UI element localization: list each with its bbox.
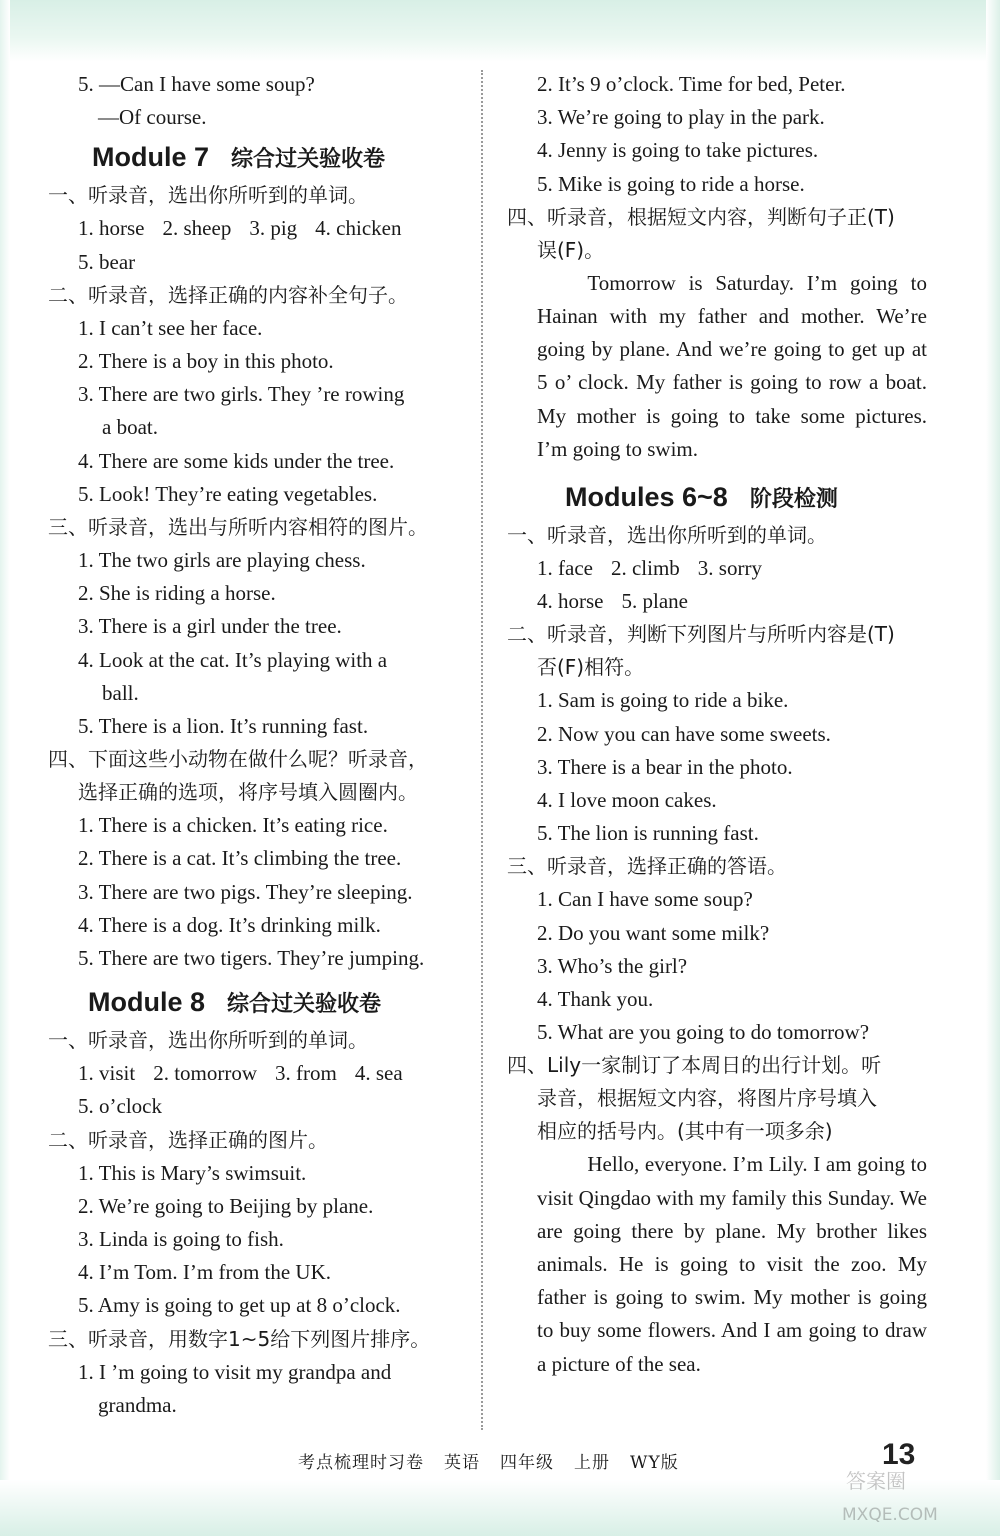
section-heading: 一、听录音，选出你所听到的单词。 bbox=[48, 183, 368, 208]
list-item: 2. We’re going to Beijing by plane. bbox=[78, 1193, 374, 1218]
list-item: 5. Mike is going to ride a horse. bbox=[537, 171, 805, 196]
list-item: 4. I’m Tom. I’m from the UK. bbox=[78, 1260, 332, 1285]
word-option: 5. bear bbox=[78, 249, 136, 274]
list-item: 1. The two girls are playing chess. bbox=[78, 548, 366, 573]
footer-term: 上册 bbox=[574, 1453, 610, 1473]
listening-passage: Hello, everyone. I’m Lily. I am going to visit Qingdao with my family this Sunday. We are going there by plane. My brother likes animals. He is going to visit the zoo. My father is going to swim. My mother is going to buy some flowers. And I am going to draw a picture of the sea. bbox=[537, 1152, 927, 1376]
list-item-continuation: grandma. bbox=[98, 1392, 177, 1417]
list-item: 3. There are two girls. They ’re rowing bbox=[78, 382, 405, 407]
list-item: 1. I can’t see her face. bbox=[78, 315, 263, 340]
list-item-continuation: a boat. bbox=[102, 415, 158, 440]
module-subtitle: 阶段检测 bbox=[749, 487, 838, 513]
list-item: —Of course. bbox=[98, 105, 207, 130]
word-option: 4. sea bbox=[354, 1061, 403, 1086]
page-frame-top bbox=[0, 0, 1000, 62]
list-item: 5. Amy is going to get up at 8 o’clock. bbox=[78, 1293, 401, 1318]
list-item: 5. There are two tigers. They’re jumping. bbox=[78, 946, 425, 971]
list-item: 1. There is a chicken. It’s eating rice. bbox=[78, 813, 388, 838]
word-option: 5. plane bbox=[621, 589, 688, 614]
word-option: 3. sorry bbox=[697, 556, 762, 581]
list-item: 4. Thank you. bbox=[537, 987, 654, 1012]
module-title-text: Module 8 bbox=[88, 987, 206, 1018]
list-item: 1. Can I have some soup? bbox=[537, 887, 753, 912]
list-item: 1. Sam is going to ride a bike. bbox=[537, 688, 789, 713]
list-item: 2. There is a cat. It’s climbing the tree. bbox=[78, 846, 402, 871]
section-heading: 四、下面这些小动物在做什么呢？听录音， bbox=[48, 747, 428, 772]
word-option: 2. sheep bbox=[162, 216, 232, 241]
page-frame-right bbox=[986, 0, 1000, 1536]
list-item: 2. There is a boy in this photo. bbox=[78, 349, 334, 374]
list-item: 5. The lion is running fast. bbox=[537, 821, 759, 846]
list-item: 3. There are two pigs. They’re sleeping. bbox=[78, 879, 413, 904]
right-column bbox=[507, 68, 927, 1381]
list-item: 3. There is a bear in the photo. bbox=[537, 754, 793, 779]
footer-edition: WY版 bbox=[630, 1453, 679, 1473]
module-title-text: Modules 6~8 bbox=[565, 482, 728, 513]
footer-book-title: 考点梳理时习卷 bbox=[298, 1453, 424, 1473]
list-item: 4. Jenny is going to take pictures. bbox=[537, 138, 819, 163]
list-item: 4. There is a dog. It’s drinking milk. bbox=[78, 912, 381, 937]
list-item: 4. There are some kids under the tree. bbox=[78, 448, 395, 473]
module-subtitle: 综合过关验收卷 bbox=[231, 147, 386, 173]
list-item: 3. Who’s the girl? bbox=[537, 953, 688, 978]
modules68-title bbox=[507, 480, 927, 517]
list-item: 2. Do you want some milk? bbox=[537, 920, 770, 945]
watermark-url: MXQE.COM bbox=[842, 1505, 938, 1525]
section-heading: 三、听录音，用数字1~5给下列图片排序。 bbox=[48, 1326, 431, 1351]
module-subtitle: 综合过关验收卷 bbox=[227, 992, 382, 1018]
word-option: 2. tomorrow bbox=[153, 1061, 258, 1086]
section-heading-continuation: 录音，根据短文内容，将图片序号填入 bbox=[537, 1086, 877, 1111]
list-item: 4. I love moon cakes. bbox=[537, 788, 717, 813]
listening-passage: Tomorrow is Saturday. I’m going to Hainan with my father and mother. We’re going by plane. And we’re going to get up at 5 o’ clock. My father is going to row a boat. My mother is going to take some pictures. I’m going to swim. bbox=[537, 270, 927, 461]
section-heading: 三、听录音，选择正确的答语。 bbox=[507, 854, 787, 879]
list-item-continuation: ball. bbox=[102, 680, 139, 705]
word-list bbox=[507, 552, 927, 585]
list-item: 5. Look! They’re eating vegetables. bbox=[78, 481, 378, 506]
footer-subject: 英语 bbox=[444, 1453, 480, 1473]
section-heading-continuation: 相应的括号内。(其中有一项多余) bbox=[537, 1119, 833, 1144]
section-heading-continuation: 选择正确的选项，将序号填入圆圈内。 bbox=[78, 780, 418, 805]
module-title-text: Module 7 bbox=[92, 142, 210, 173]
section-heading: 二、听录音，选择正确的图片。 bbox=[48, 1127, 328, 1152]
watermark-text: 答案圈 bbox=[846, 1469, 906, 1493]
word-option: 4. horse bbox=[537, 589, 604, 614]
list-item: 1. I ’m going to visit my grandpa and bbox=[78, 1359, 392, 1384]
section-heading: 四、听录音，根据短文内容，判断句子正(T) bbox=[507, 204, 895, 229]
left-column bbox=[48, 68, 468, 1422]
word-option: 3. pig bbox=[249, 216, 298, 241]
word-option: 3. from bbox=[275, 1061, 337, 1086]
section-heading-continuation: 误(F)。 bbox=[537, 237, 605, 262]
word-option: 1. face bbox=[537, 556, 593, 581]
section-heading: 三、听录音，选出与所听内容相符的图片。 bbox=[48, 515, 428, 540]
word-list bbox=[48, 212, 468, 245]
column-divider bbox=[481, 70, 483, 1430]
section-heading: 一、听录音，选出你所听到的单词。 bbox=[507, 523, 827, 548]
list-item: 2. It’s 9 o’clock. Time for bed, Peter. bbox=[537, 72, 846, 96]
section-heading: 二、听录音，选择正确的内容补全句子。 bbox=[48, 282, 408, 307]
module8-title bbox=[48, 985, 468, 1022]
page-number: 13 bbox=[882, 1438, 916, 1471]
watermark-logo bbox=[838, 1460, 988, 1530]
list-item: 3. There is a girl under the tree. bbox=[78, 614, 342, 639]
section-heading: 一、听录音，选出你所听到的单词。 bbox=[48, 1028, 368, 1053]
list-item: 3. We’re going to play in the park. bbox=[537, 105, 825, 130]
section-heading: 四、Lily一家制订了本周日的出行计划。听 bbox=[507, 1053, 882, 1078]
page-frame-left bbox=[0, 0, 10, 1536]
word-option: 5. o’clock bbox=[78, 1094, 162, 1119]
page-footer bbox=[298, 1448, 699, 1473]
list-item: 1. This is Mary’s swimsuit. bbox=[78, 1160, 307, 1185]
footer-grade: 四年级 bbox=[500, 1453, 554, 1473]
list-item: 2. She is riding a horse. bbox=[78, 581, 276, 606]
section-heading: 二、听录音，判断下列图片与所听内容是(T) bbox=[507, 622, 895, 647]
word-list bbox=[507, 585, 927, 618]
list-item: 5. What are you going to do tomorrow? bbox=[537, 1020, 870, 1045]
list-item: 4. Look at the cat. It’s playing with a bbox=[78, 647, 388, 672]
list-item: 5. —Can I have some soup? bbox=[78, 72, 315, 96]
word-option: 4. chicken bbox=[315, 216, 402, 241]
word-option: 2. climb bbox=[610, 556, 680, 581]
word-option: 1. visit bbox=[78, 1061, 136, 1086]
word-option: 1. horse bbox=[78, 216, 145, 241]
list-item: 3. Linda is going to fish. bbox=[78, 1227, 284, 1252]
word-list bbox=[48, 1057, 468, 1090]
list-item: 5. There is a lion. It’s running fast. bbox=[78, 714, 369, 739]
module7-title bbox=[48, 140, 468, 177]
section-heading-continuation: 否(F)相符。 bbox=[537, 655, 645, 680]
list-item: 2. Now you can have some sweets. bbox=[537, 721, 831, 746]
